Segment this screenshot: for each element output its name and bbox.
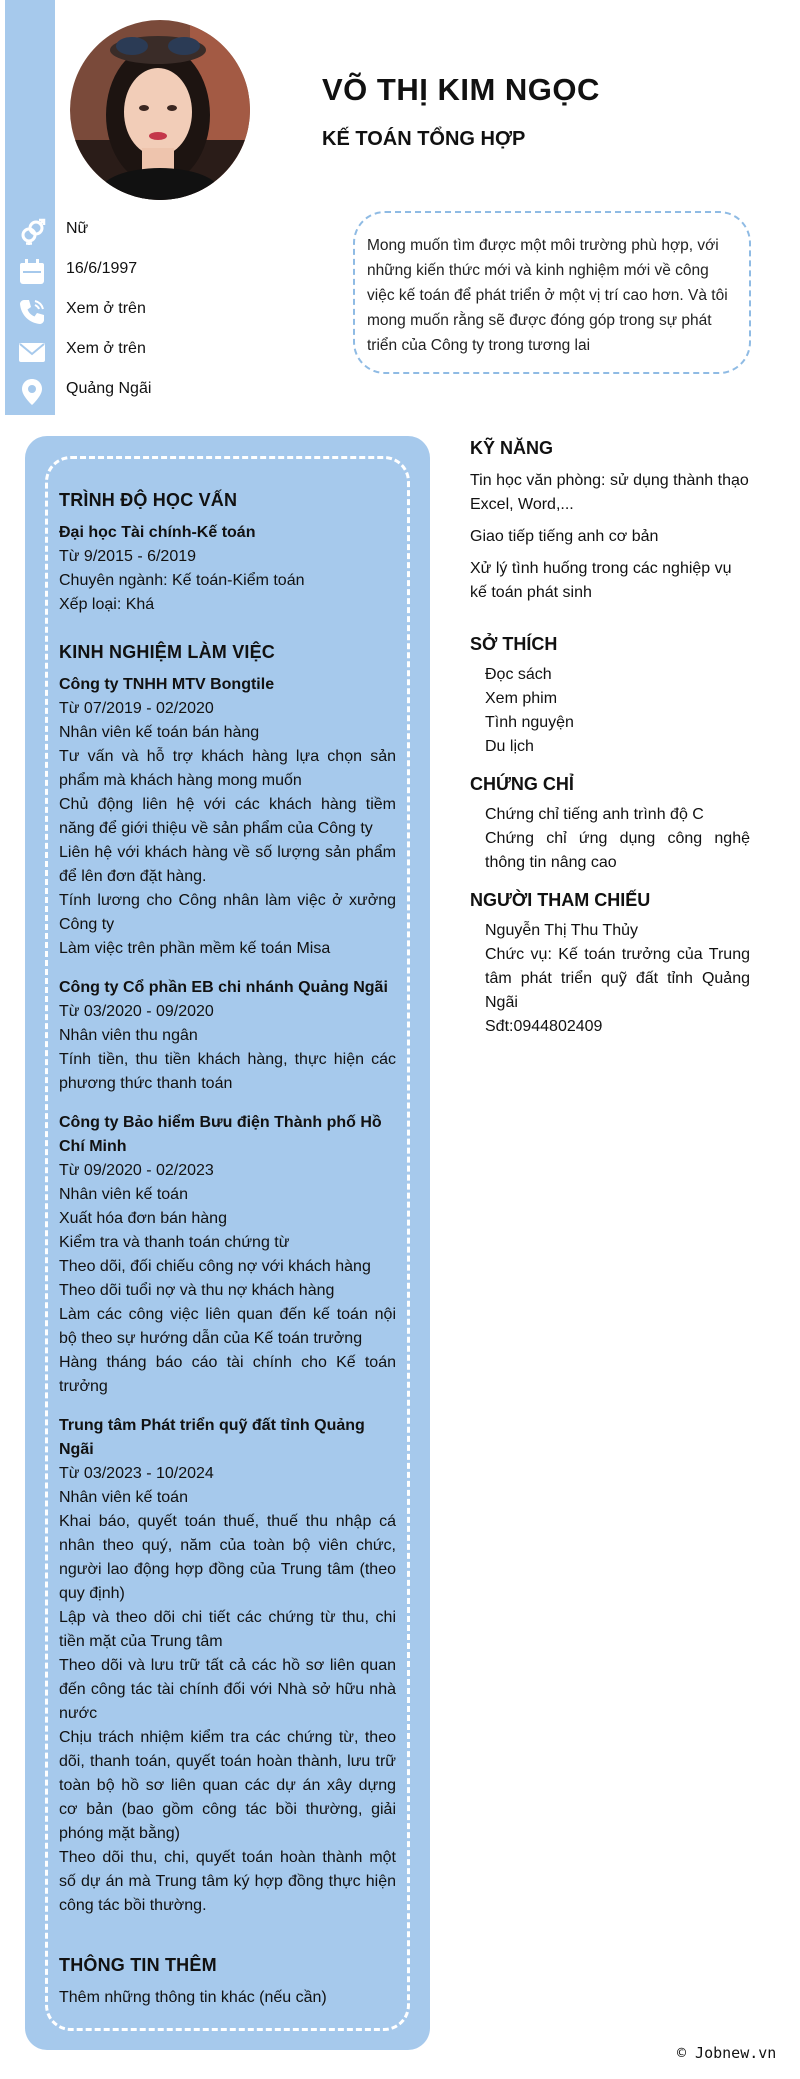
job-period: Từ 03/2023 - 10/2024 <box>59 1465 214 1482</box>
candidate-name: VÕ THỊ KIM NGỌC <box>322 72 600 107</box>
reference-title: NGƯỜI THAM CHIẾU <box>470 890 651 910</box>
right-column <box>470 435 750 1039</box>
job-duty: Liên hệ với khách hàng về số lượng sản phẩm để lên đơn đặt hàng. <box>59 844 396 885</box>
footer-copyright: © Jobnew.vn <box>677 2044 777 2062</box>
certificates-title: CHỨNG CHỈ <box>470 774 574 794</box>
contact-birthday-text: 16/6/1997 <box>66 260 138 277</box>
job-role: Nhân viên kế toán <box>59 1489 188 1506</box>
additional-info-text: Thêm những thông tin khác (nếu cần) <box>59 1989 327 2006</box>
job-company: Công ty Bảo hiểm Bưu điện Thành phố Hồ Chí Minh <box>59 1114 382 1155</box>
job-entry <box>59 976 396 1096</box>
contact-phone-text: Xem ở trên <box>66 300 146 317</box>
envelope-icon <box>18 338 46 366</box>
avatar <box>70 20 250 200</box>
job-duty: Chủ động liên hệ với các khách hàng tiềm năng để giới thiệu về sản phẩm của Công ty <box>59 796 396 837</box>
hobby-item: Đọc sách <box>485 666 552 683</box>
hobbies-title: SỞ THÍCH <box>470 634 558 654</box>
job-duty: Xuất hóa đơn bán hàng <box>59 1210 227 1227</box>
location-pin-icon <box>18 378 46 406</box>
skill-item: Tin học văn phòng: sử dụng thành thạo Excel, Word,... <box>470 472 749 513</box>
job-period: Từ 07/2019 - 02/2020 <box>59 700 214 717</box>
job-period: Từ 09/2020 - 02/2023 <box>59 1162 214 1179</box>
job-duty: Theo dõi và lưu trữ tất cả các hồ sơ liên quan đến công tác tài chính đối với Nhà sở hữu nhà nước <box>59 1657 396 1722</box>
job-period: Từ 03/2020 - 09/2020 <box>59 1003 214 1020</box>
certificate-item: Chứng chỉ ứng dụng công nghệ thông tin nâng cao <box>485 830 750 871</box>
phone-icon <box>18 298 46 326</box>
contact-address-text: Quảng Ngãi <box>66 380 152 397</box>
reference-phone: Sđt:0944802409 <box>485 1018 603 1035</box>
skills-title: KỸ NĂNG <box>470 438 554 458</box>
avatar-photo <box>70 20 250 200</box>
job-duty: Khai báo, quyết toán thuế, thuế thu nhập cá nhân theo quý, năm của toàn bộ viên chức, người lao động hợp đồng của Trung tâm (theo quy định) <box>59 1513 396 1602</box>
contact-email-text: Xem ở trên <box>66 340 146 357</box>
job-duty: Tính lương cho Công nhân làm việc ở xưởng Công ty <box>59 892 396 933</box>
job-role: Nhân viên kế toán <box>59 1186 188 1203</box>
job-duty: Kiểm tra và thanh toán chứng từ <box>59 1234 290 1251</box>
job-duty: Tính tiền, thu tiền khách hàng, thực hiện các phương thức thanh toán <box>59 1051 396 1092</box>
additional-info-title: THÔNG TIN THÊM <box>59 1955 217 1975</box>
contact-gender <box>0 212 300 252</box>
certificate-item: Chứng chỉ tiếng anh trình độ C <box>485 806 704 823</box>
job-entry <box>59 673 396 961</box>
job-duty: Theo dõi, đối chiếu công nợ với khách hàng <box>59 1258 371 1275</box>
job-company: Công ty TNHH MTV Bongtile <box>59 676 275 693</box>
career-objective: Mong muốn tìm được một môi trường phù hợp, với những kiến thức mới và kinh nghiệm mới về công việc kế toán để phát triển ở một vị trí cao hơn. Và tôi mong muốn rằng sẽ được đóng góp trong sự phát triển của Công ty trong tương lai <box>353 211 751 374</box>
job-company: Trung tâm Phát triển quỹ đất tỉnh Quảng Ngãi <box>59 1417 365 1458</box>
education-period: Từ 9/2015 - 6/2019 <box>59 548 197 565</box>
contact-gender-text: Nữ <box>66 220 89 237</box>
skill-item: Xử lý tình huống trong các nghiệp vụ kế toán phát sinh <box>470 560 732 601</box>
job-company: Công ty Cổ phần EB chi nhánh Quảng Ngãi <box>59 979 388 996</box>
education-title: TRÌNH ĐỘ HỌC VẤN <box>59 490 238 510</box>
job-duty: Chịu trách nhiệm kiểm tra các chứng từ, theo dõi, thanh toán, quyết toán hoàn thành, lưu trữ toàn bộ hồ sơ liên quan các dự án xây dựng cơ bản (bao gồm công tác bồi thường, giải phóng mặt bằng) <box>59 1729 396 1842</box>
gender-icon <box>18 218 46 246</box>
job-duty: Theo dõi tuổi nợ và thu nợ khách hàng <box>59 1282 335 1299</box>
contact-email <box>0 332 300 372</box>
job-entry <box>59 1111 396 1399</box>
hobby-item: Xem phim <box>485 690 558 707</box>
job-title: KẾ TOÁN TỔNG HỢP <box>322 128 526 150</box>
job-duty: Làm việc trên phần mềm kế toán Misa <box>59 940 331 957</box>
contact-address <box>0 372 300 412</box>
experience-title: KINH NGHIỆM LÀM VIỆC <box>59 642 276 662</box>
job-duty: Theo dõi thu, chi, quyết toán hoàn thành một số dự án mà Trung tâm ký hợp đồng thực hiện công tác bồi thường. <box>59 1849 396 1914</box>
job-duty: Hàng tháng báo cáo tài chính cho Kế toán trưởng <box>59 1354 396 1395</box>
job-entry <box>59 1414 396 1918</box>
contact-phone <box>0 292 300 332</box>
education-school: Đại học Tài chính-Kế toán <box>59 524 256 541</box>
job-duty: Lập và theo dõi chi tiết các chứng từ thu, chi tiền mặt của Trung tâm <box>59 1609 396 1650</box>
job-duty: Tư vấn và hỗ trợ khách hàng lựa chọn sản phẩm mà khách hàng mong muốn <box>59 748 396 789</box>
main-content <box>59 487 396 2010</box>
contact-birthday <box>0 252 300 292</box>
job-duty: Làm các công việc liên quan đến kế toán nội bộ theo sự hướng dẫn của Kế toán trưởng <box>59 1306 396 1347</box>
reference-name: Nguyễn Thị Thu Thủy <box>485 922 638 939</box>
education-major: Chuyên ngành: Kế toán-Kiểm toán <box>59 572 305 589</box>
hobby-item: Du lịch <box>485 738 534 755</box>
hobby-item: Tình nguyện <box>485 714 574 731</box>
job-role: Nhân viên thu ngân <box>59 1027 198 1044</box>
calendar-icon <box>18 258 46 286</box>
education-grade: Xếp loại: Khá <box>59 596 155 613</box>
reference-position: Chức vụ: Kế toán trưởng của Trung tâm phát triển quỹ đất tỉnh Quảng Ngãi <box>485 946 750 1011</box>
skill-item: Giao tiếp tiếng anh cơ bản <box>470 528 659 545</box>
job-role: Nhân viên kế toán bán hàng <box>59 724 260 741</box>
